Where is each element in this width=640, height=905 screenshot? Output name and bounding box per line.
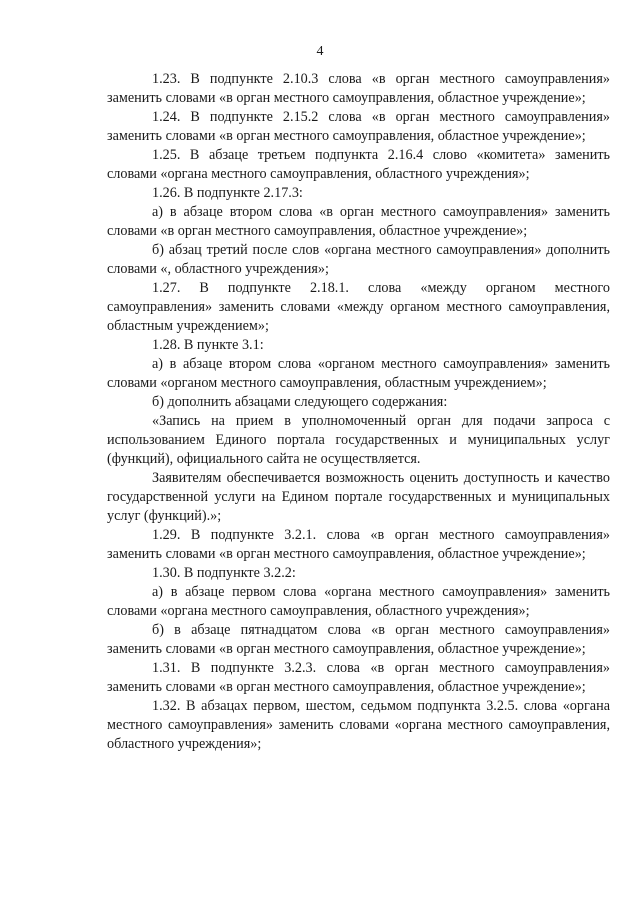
paragraph-1-27: 1.27. В подпункте 2.18.1. слова «между органом местного самоуправления» заменить словами «между органом местного самоуправления, областным учреждением»;	[107, 280, 610, 334]
paragraph-1-26: 1.26. В подпункте 2.17.3:	[152, 185, 303, 201]
page-number: 4	[316, 44, 324, 59]
paragraph-1-26-a: а) в абзаце втором слова «в орган местного самоуправления» заменить словами «в орган местного самоуправления, областное учреждение»;	[107, 204, 610, 239]
paragraph-1-29: 1.29. В подпункте 3.2.1. слова «в орган местного самоуправления» заменить словами «в орган местного самоуправления, областное учреждение»;	[107, 527, 610, 562]
paragraph-1-28-a: а) в абзаце втором слова «органом местного самоуправления» заменить словами «органом местного самоуправления, областным учреждением»;	[107, 356, 610, 391]
document-body	[107, 70, 610, 754]
paragraph-1-24: 1.24. В подпункте 2.15.2 слова «в орган местного самоуправления» заменить словами «в орган местного самоуправления, областное учреждение»;	[107, 109, 610, 144]
paragraph-1-32: 1.32. В абзацах первом, шестом, седьмом подпункта 3.2.5. слова «органа местного самоуправления» заменить словами «органа местного самоуправления, областного учреждения»;	[107, 698, 610, 752]
paragraph-1-25: 1.25. В абзаце третьем подпункта 2.16.4 слово «комитета» заменить словами «органа местного самоуправления, областного учреждения»;	[107, 147, 610, 182]
paragraph-1-26-b: б) абзац третий после слов «органа местного самоуправления» дополнить словами «, областного учреждения»;	[107, 242, 610, 277]
quoted-paragraph-appointment: «Запись на прием в уполномоченный орган для подачи запроса с использованием Единого портала государственных и муниципальных услуг (функций), официального сайта не осуществляется.	[107, 413, 610, 467]
paragraph-1-30-b: б) в абзаце пятнадцатом слова «в орган местного самоуправления» заменить словами «в орган местного самоуправления, областное учреждение»;	[107, 622, 610, 657]
paragraph-1-30: 1.30. В подпункте 3.2.2:	[152, 565, 296, 581]
paragraph-1-28: 1.28. В пункте 3.1:	[152, 337, 264, 353]
paragraph-1-31: 1.31. В подпункте 3.2.3. слова «в орган местного самоуправления» заменить словами «в орган местного самоуправления, областное учреждение»;	[107, 660, 610, 695]
paragraph-1-30-a: а) в абзаце первом слова «органа местного самоуправления» заменить словами «органа местного самоуправления, областного учреждения»;	[107, 584, 610, 619]
paragraph-1-28-b: б) дополнить абзацами следующего содержания:	[152, 394, 448, 410]
quoted-paragraph-evaluation: Заявителям обеспечивается возможность оценить доступность и качество государственной услуги на Едином портале государственных и муниципальных услуг (функций).»;	[107, 470, 610, 524]
paragraph-1-23: 1.23. В подпункте 2.10.3 слова «в орган местного самоуправления» заменить словами «в орган местного самоуправления, областное учреждение»;	[107, 71, 610, 106]
